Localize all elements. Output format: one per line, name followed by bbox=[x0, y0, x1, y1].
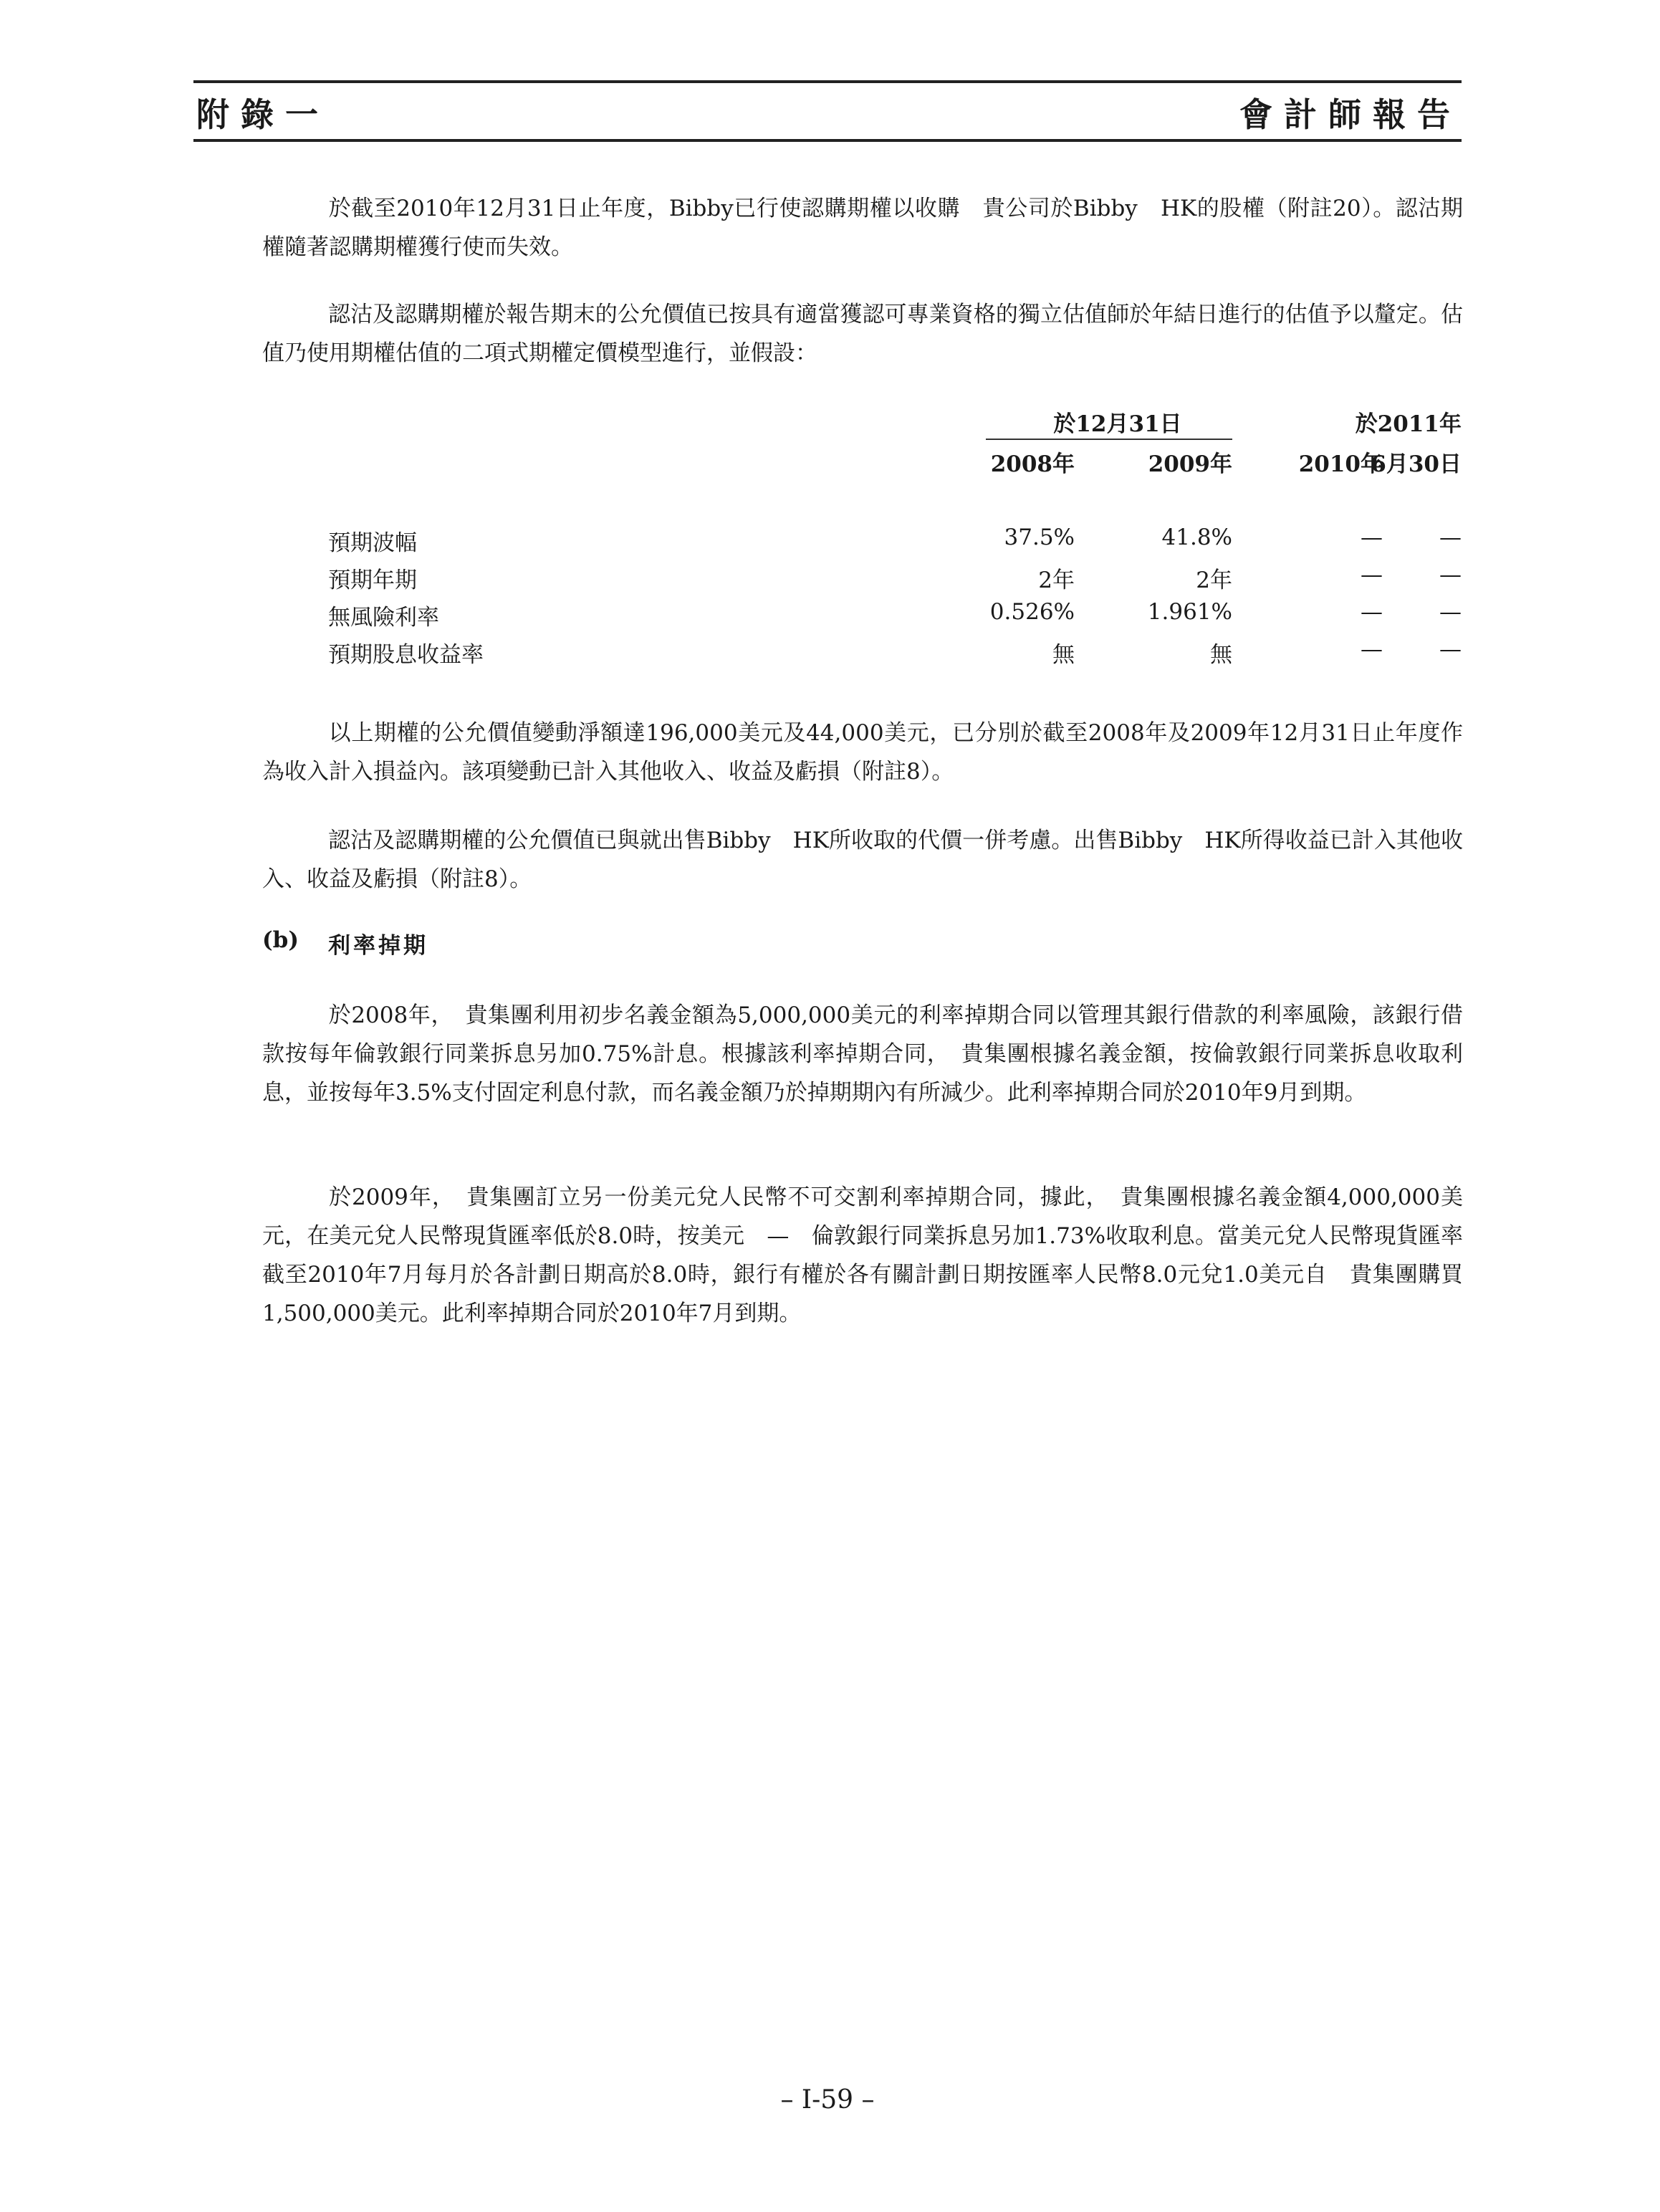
paragraph-4: 認沽及認購期權的公允價值已與就出售Bibby HK所收取的代價一併考慮。出售Bibby HK所得收益已計入其他收入、收益及虧損（附註8）。 bbox=[262, 828, 1463, 892]
table-last-header-line1: 於2011年 bbox=[1355, 411, 1462, 437]
table-cell: 無 bbox=[1052, 642, 1075, 668]
table-cell: — bbox=[1439, 525, 1462, 550]
row-label: 無風險利率 bbox=[328, 605, 439, 631]
table-cell: — bbox=[1361, 562, 1383, 588]
section-title: 利率掉期 bbox=[328, 933, 428, 959]
row-label: 預期波幅 bbox=[328, 530, 417, 556]
table-col-header: 2010年 bbox=[1298, 451, 1383, 477]
table-cell: — bbox=[1361, 525, 1383, 550]
document-page bbox=[193, 0, 1462, 2212]
header-report-title: 會計師報告 bbox=[1239, 95, 1462, 134]
table-cell: — bbox=[1439, 562, 1462, 588]
table-cell: 無 bbox=[1210, 642, 1232, 668]
table-col-header: 2008年 bbox=[990, 451, 1075, 477]
header-top-rule bbox=[193, 80, 1462, 83]
header-appendix-title: 附錄一 bbox=[196, 95, 330, 134]
table-cell: 0.526% bbox=[989, 599, 1075, 625]
table-cell: 1.961% bbox=[1147, 599, 1232, 625]
paragraph-2: 認沽及認購期權於報告期末的公允價值已按具有適當獲認可專業資格的獨立估值師於年結日進行的估值予以釐定。估值乃使用期權估值的二項式期權定價模型進行，並假設： bbox=[262, 302, 1463, 366]
section-label: (b) bbox=[262, 927, 299, 953]
table-col-header: 6月30日 bbox=[1371, 451, 1462, 477]
table-cell: — bbox=[1361, 599, 1383, 625]
table-cell: — bbox=[1439, 599, 1462, 625]
row-label: 預期股息收益率 bbox=[328, 642, 484, 668]
paragraph-6: 於2009年， 貴集團訂立另一份美元兌人民幣不可交割利率掉期合同，據此， 貴集團根據名義金額4,000,000美元，在美元兌人民幣現貨匯率低於8.0時，按美元 — 倫敦銀行同業拆息另加1.73%收取利息。當美元兌人民幣現貨匯率截至2010年7月每月於各計劃日期高於8.0時，銀行有權於各有關計劃日期按匯率人民幣8.0元兌1.0美元自 貴集團購買1,500,000美元。此利率掉期合同於2010年7月到期。 bbox=[262, 1184, 1463, 1326]
page-number: – I-59 – bbox=[780, 2085, 875, 2115]
paragraph-1: 於截至2010年12月31日止年度，Bibby已行使認購期權以收購 貴公司於Bibby HK的股權（附註20）。認沽期權隨著認購期權獲行使而失效。 bbox=[262, 196, 1463, 260]
table-cell: 2年 bbox=[1196, 568, 1232, 593]
table-cell: 41.8% bbox=[1161, 525, 1232, 550]
table-cell: 37.5% bbox=[1004, 525, 1075, 550]
table-cell: — bbox=[1361, 636, 1383, 662]
table-cell: — bbox=[1439, 636, 1462, 662]
row-label: 預期年期 bbox=[328, 568, 417, 593]
paragraph-5: 於2008年， 貴集團利用初步名義金額為5,000,000美元的利率掉期合同以管理其銀行借款的利率風險，該銀行借款按每年倫敦銀行同業拆息另加0.75%計息。根據該利率掉期合同， 貴集團根據名義金額，按倫敦銀行同業拆息收取利息，並按每年3.5%支付固定利息付款，而名義金額乃於掉期期內有所減少。此利率掉期合同於2010年9月到期。 bbox=[262, 1002, 1463, 1106]
table-group-header: 於12月31日 bbox=[1053, 411, 1182, 437]
paragraph-3: 以上期權的公允價值變動淨額達196,000美元及44,000美元，已分別於截至2008年及2009年12月31日止年度作為收入計入損益內。該項變動已計入其他收入、收益及虧損（附註8）。 bbox=[262, 720, 1463, 785]
header-bottom-rule bbox=[193, 139, 1462, 142]
page-header bbox=[193, 89, 1462, 136]
table-group-underline bbox=[986, 439, 1232, 440]
table-cell: 2年 bbox=[1038, 568, 1075, 593]
table-col-header: 2009年 bbox=[1148, 451, 1232, 477]
